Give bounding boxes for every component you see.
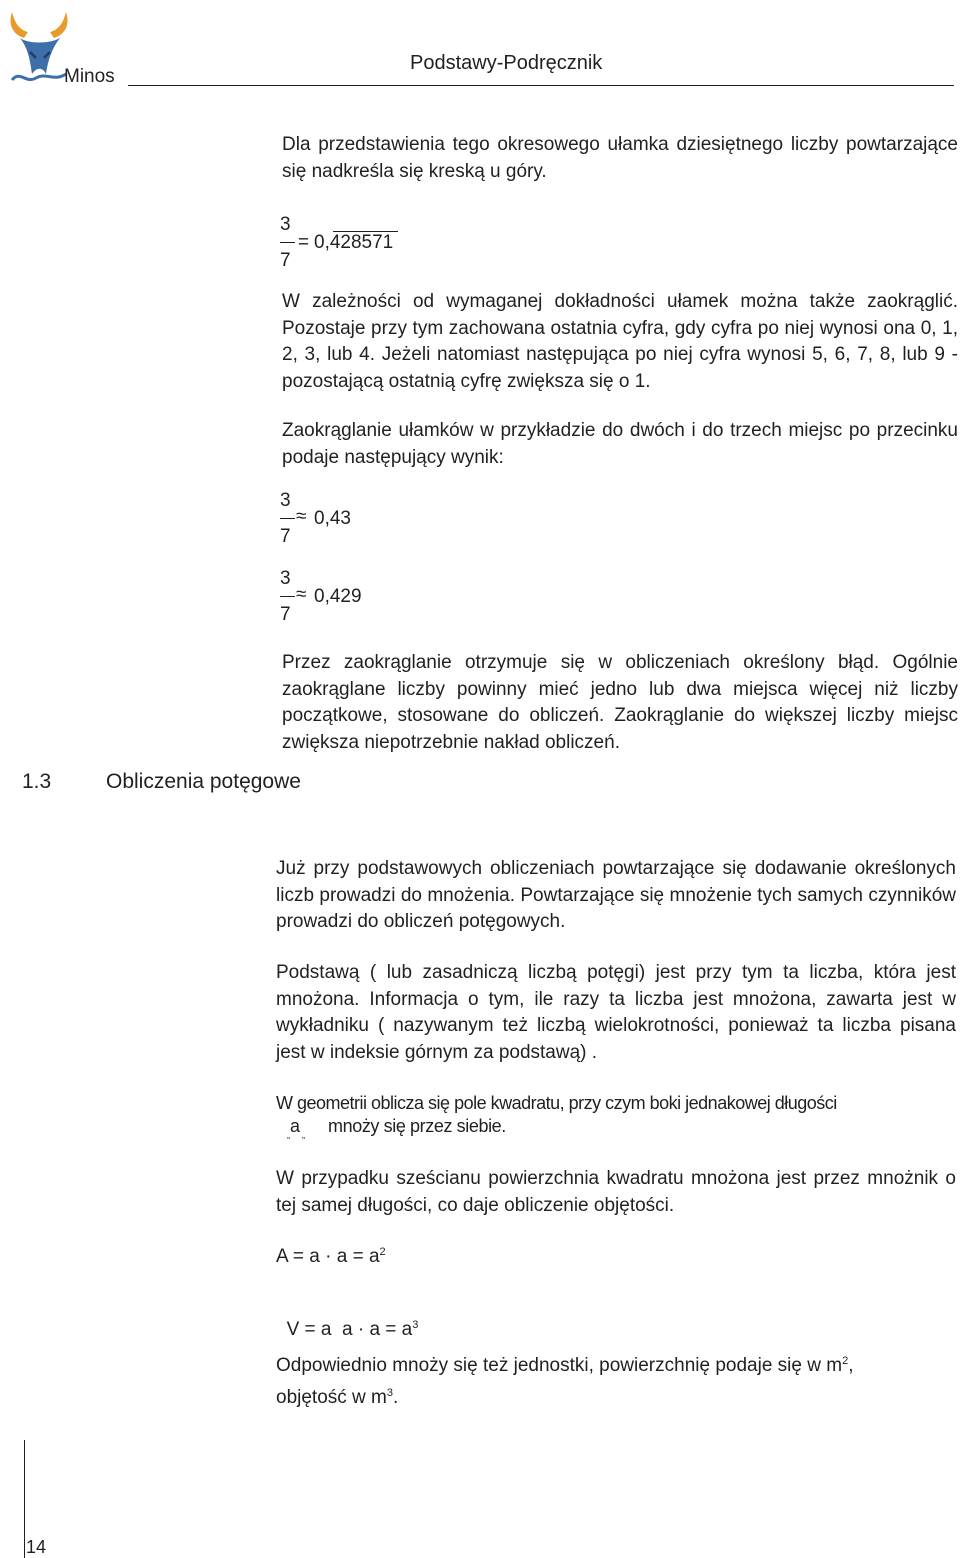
fraction-bar: [280, 518, 295, 519]
volume-formula-exponent: 3: [412, 1319, 419, 1331]
approx-sign: ≈: [296, 584, 307, 605]
quote-mark: „: [302, 1130, 305, 1140]
body-paragraph-3-end: mnoży się przez siebie.: [328, 1116, 506, 1136]
document-title: Podstawy-Podręcznik: [410, 52, 603, 74]
units-text-volume: objętość w m: [276, 1386, 387, 1408]
intro-paragraph-1: Dla przedstawienia tego okresowego ułamka dziesiętnego liczby powtarzające się nadkreśla się kreską u góry.: [282, 134, 958, 182]
quote-mark: „: [287, 1130, 290, 1140]
rounded-fraction-two-places: [280, 490, 400, 550]
fraction-denominator: 7: [280, 604, 291, 625]
periodic-fraction-equation: [280, 214, 420, 274]
section-heading: [22, 770, 301, 794]
fraction-denominator: 7: [280, 526, 291, 547]
body-paragraph-1: Już przy podstawowych obliczeniach powtarzające się dodawanie określonych liczb prowadzi do mnożenia. Powtarzające się mnożenie tych samych czynników prowadzi do obliczeń potęgowych.: [276, 858, 956, 932]
volume-formula-lhs: V = a a · a = a: [286, 1319, 413, 1340]
fraction-numerator: 3: [280, 214, 291, 235]
units-comma: ,: [848, 1355, 854, 1376]
intro-paragraph-2: W zależności od wymaganej dokładności ułamek można także zaokrąglić. Pozostaje przy tym zachowana ostatnia cyfra, gdy cyfra po niej wynosi ona 0, 1, 2, 3, lub 4. Jeżeli natomiast następująca po niej cyfra wynosi 5, 6, 7, 8, lub 9 - pozostającą ostatnią cyfrę zwiększa się o 1.: [282, 291, 958, 392]
rounded-value: 0,43: [314, 508, 351, 529]
square-exponent: 2: [842, 1355, 849, 1367]
periodic-decimal: 0,428571: [314, 232, 394, 253]
page-number: 14: [26, 1537, 47, 1557]
intro-paragraph-3: Zaokrąglanie ułamków w przykładzie do dwóch i do trzech miejsc po przecinku podaje następujący wynik:: [282, 420, 958, 468]
fraction-numerator: 3: [280, 490, 291, 511]
fraction-denominator: 7: [280, 250, 291, 271]
page-margin-rule: [24, 1440, 25, 1558]
fraction-numerator: 3: [280, 568, 291, 589]
approx-sign: ≈: [296, 506, 307, 527]
minos-logo-icon: [6, 8, 72, 88]
fraction-bar: [280, 242, 295, 243]
body-paragraph-5: [276, 1348, 956, 1411]
rounded-fraction-three-places: [280, 568, 400, 628]
section-title: Obliczenia potęgowe: [106, 770, 301, 793]
intro-paragraph-4: Przez zaokrąglanie otrzymuje się w obliczeniach określony błąd. Ogólnie zaokrąglane liczby powinny mieć jedno lub dwa miejsca więcej niż liczby początkowe, stosowane do obliczeń. Zaokrąglanie do większej liczby miejsc zwiększa niepotrzebnie nakład obliczeń.: [282, 652, 958, 753]
body-paragraph-4: W przypadku sześcianu powierzchnia kwadratu mnożona jest przez mnożnik o tej samej długości, co daje obliczenie objętości.: [276, 1168, 956, 1216]
area-formula-lhs: A = a · a = a: [276, 1246, 380, 1267]
brand-name: Minos: [64, 66, 115, 87]
repeating-digits-overline: [333, 231, 398, 232]
area-formula-exponent: 2: [379, 1246, 386, 1258]
section-number: 1.3: [22, 770, 52, 793]
units-text-area: Odpowiednio mnoży się też jednostki, powierzchnię podaje się w m: [276, 1355, 843, 1376]
volume-formula: [276, 1297, 418, 1341]
body-paragraph-2: Podstawą ( lub zasadniczą liczbą potęgi) jest przy tym ta liczba, która jest mnożona. Informacja o tym, ile razy ta liczba jest mnożona, zawarta jest w wykładniku ( nazywanym też liczbą wielokrotności, ponieważ ta liczba pisana jest w indeksie górnym za podstawą) .: [276, 962, 956, 1063]
area-formula: [276, 1246, 386, 1268]
equals-sign: =: [298, 232, 310, 253]
side-variable: a: [290, 1116, 300, 1136]
fraction-bar: [280, 596, 295, 597]
header-rule: [128, 85, 954, 86]
units-period: .: [393, 1386, 399, 1408]
cube-exponent: 3: [386, 1386, 393, 1399]
rounded-value: 0,429: [314, 586, 362, 607]
body-paragraph-3: W geometrii oblicza się pole kwadratu, przy czym boki jednakowej długości: [276, 1093, 837, 1113]
